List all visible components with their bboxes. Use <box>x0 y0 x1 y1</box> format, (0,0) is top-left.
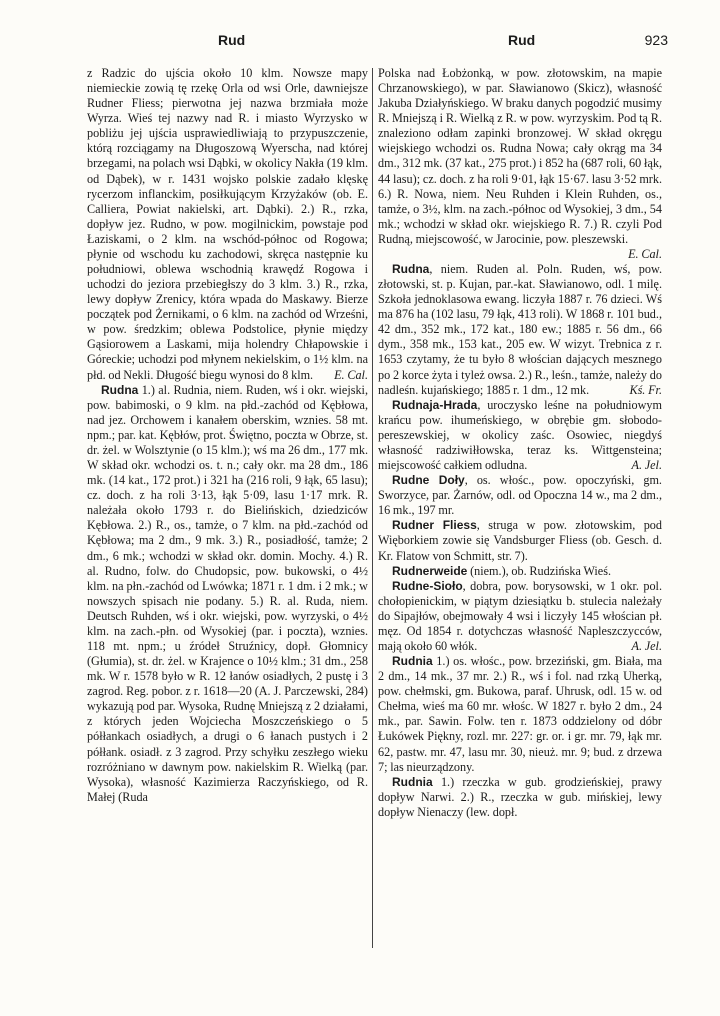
entry-text: Polska nad Łobżonką, w pow. złotowskim, na mapie Chrzanowskiego), w par. Sławianowo (Skicz), własność Jakuba Działyńskiego. W braku danych pogodzić musimy R. Mniejszą i R. Wielką z R. w pow. wyrzyskim. Pod tą R. znaleziono odłam zapinki bronzowej. W skład okręgu wiejskiego wchodzi os. Rudna Nowa; cały okrąg ma 34 dm., 312 mk. (37 kat., 275 prot.) i 852 ha (687 roli, 60 łąk, 44 lasu); cz. doch. z ha roli 9·01, łąk 15·67. lasu 3·52 mrk. 6.) R. Nowa, niem. Neu Ruhden i Klein Ruhden, os., tamże, o 3½, klm. na zach.-północ od Wysokiej, 3 dm., 54 mk.; wchodzi w skład okr. wiejskiego R. 7.) R. czyli Pod Rudną, miejscowość, w Jarocinie, pow. pleszewski. <box>378 66 662 246</box>
entry-paragraph <box>378 398 662 473</box>
entry-headword: Rudner Fliess <box>392 518 477 533</box>
entry-headword: Rudnerweide <box>392 563 468 578</box>
entry-paragraph <box>378 579 662 654</box>
entry-paragraph <box>378 654 662 775</box>
author-signature: A. Jel. <box>631 638 662 653</box>
entry-text: , dobra, pow. borysowski, w 1 okr. pol. chołopienickim, w piątym dziesiątku b. stulecia należały do Sipajłów, obejmowały 4 wsi i liczyły 145 włościan pł. męz. Od 1854 r. dotychczas własność Napleszczycców, mają około 60 włók. <box>378 578 662 653</box>
entry-paragraph <box>87 383 368 805</box>
column-divider <box>372 68 373 948</box>
author-signature: Kś. Fr. <box>629 382 662 397</box>
author-signature: E. Cal. <box>628 246 662 261</box>
entry-headword: Rudna <box>392 262 430 277</box>
header-right-word: Rud <box>508 32 536 48</box>
entry-text: 1.) al. Rudnia, niem. Ruden, wś i okr. wiejski, pow. babimoski, o 9 klm. na płd.-zachód od Kębłowa, nad jez. Orchowem i kanałem oberskim, wznies. 58 mt. npm.; par. kat. Kębłów, prot. Świętno, poczta w Obrze, st. dr. żel. w Wolsztynie (o 15 klm.); wś ma 26 dm., 177 mk. W skład okr. wchodzi os. t. n.; cały okr. ma 28 dm., 186 mk. (14 kat., 172 prot.) i 321 ha (216 roli, 9 łąk, 65 lasu); cz. doch. z ha roli 3·13, łąk 5·09, lasu 1·17 mrk. R. należała około 1793 r. do Bielińskich, dziedziców Kębłowa. 2.) R., os., tamże, o 7 klm. na płd.-zachód od Kębłowa; ma 2 dm., 9 mk. 3.) R., posiadłość, tamże; 2 dm., 6 mk.; wchodzi w skład okr. domin. Mochy. 4.) R. al. Rudno, folw. do Chudopsic, pow. bukowski, o 4½ klm. na płn.-zachód od Lwówka; 1871 r. 1 dm. i 2 mk.; w nowszych spisach nie podany. 5.) R. al. Ruda, niem. Deutsch Ruhden, wś i okr. wiejski, pow. wyrzyski, o 4½ klm. na zach.-płn. od Wysokiej (par. i poczta), wznies. 118 mt. npm.; u źródeł Struźnicy, dopł. Głomnicy (Głumia), st. dr. żel. w Krajence o 10½ klm.; 31 dm., 258 mk. W r. 1578 było w R. 12 łanów osiadłych, 2 pustę i 3 zagrod. Reg. pobor. z r. 1618—20 (A. J. Parczewski, 284) wykazują pod par. Wysoka, Rudnę Mniejszą z 2 działami, z których jeden Wojciecha Moszczeńskiego o 5 półłankach osiadłych, a drugi o 6 łanach pustych i 2 półłank. osiadł. z 3 zagrod. Przy schyłku zeszłego wieku rozróżniano w dawnym pow. nakielskim R. Wielką (par. Wysoka), własność Kazimierza Raczyńskiego, od R. Małej (Ruda <box>87 382 368 804</box>
entry-paragraph <box>378 66 662 262</box>
entry-headword: Rudne Doły <box>392 473 465 488</box>
entry-headword: Rudna <box>101 382 139 397</box>
left-column <box>87 66 368 805</box>
entry-text: 1.) os. włośc., pow. brzeziński, gm. Biała, ma 2 dm., 14 mk., 37 mr. 2.) R., wś i fol. nad rzką Uherką, pow. chełmski, gm. Bukowa, paraf. Uhrusk, odl. 15 w. od Chełma, wieś ma 60 mr. włośc. W 1827 r. było 2 dm., 24 mk., par. Sawin. Folw. ten r. 1873 oddzielony od dóbr Łukówek Piękny, rozl. mr. 227: gr. or. i gr. mr. 79, łąk mr. 62, pastw. mr. 47, lasu mr. 30, nieuż. mr. 9; bud. z drzewa 7; las nieurządzony. <box>378 654 662 774</box>
header-left-word: Rud <box>218 32 246 48</box>
entry-text: (niem.), ob. Rudzińska Wieś. <box>467 563 611 578</box>
entry-paragraph <box>378 518 662 563</box>
author-signature: E. Cal. <box>334 367 368 382</box>
entry-text: , struga w pow. złotowskim, pod Więborkiem zowie się Vandsburger Fliess (ob. Gesch. d. Kr. Flatow von Schmitt, str. 7). <box>378 518 662 563</box>
entry-text: 1.) rzeczka w gub. grodzieńskiej, prawy dopływ Narwi. 2.) R., rzeczka w gub. mińskiej, lewy dopływ Nienaczy (lew. dopł. <box>378 774 662 819</box>
entry-headword: Rudnia <box>392 774 433 789</box>
page-number: 923 <box>644 32 668 48</box>
entry-headword: Rudnaja-Hrada <box>392 397 478 412</box>
right-column <box>378 66 662 820</box>
entry-text: , uroczysko leśne na południowym krańcu pow. ihumeńskiego, w obrębie gm. słobodo-pereszewskiej, w okolicy zaśc. Osowiec, niegdyś własność radziwiłłowska, teraz ks. Wittgensteina; miejscowość całkiem odludna. <box>378 397 662 473</box>
entry-paragraph <box>378 775 662 820</box>
entry-headword: Rudne-Sioło <box>392 578 463 593</box>
entry-paragraph <box>378 564 662 579</box>
entry-text: , niem. Ruden al. Poln. Ruden, wś, pow. złotowski, st. p. Kujan, par.-kat. Sławianowo, odl. 1 milę. Szkoła jednoklasowa ewang. liczyła 1887 r. 76 dzieci. Wś ma 876 ha (102 lasu, 79 łąk, 413 roli). W 1868 r. 101 bud., 42 dm., 352 mk., 172 kat., 180 ew.; 1885 r. 56 dm., 66 dym., 358 mk., 153 kat., 205 ew. W wizyt. Trebnica z r. 1653 czytamy, że tu było 8 włościan dających mesznego po 2 korce żyta i tyleż owsa. 2.) R., leśn., tamże, należy do nadleśn. kujańskiego; 1885 r. 1 dm., 12 mk. <box>378 262 662 397</box>
entry-text: z Radzic do ujścia około 10 klm. Nowsze mapy niemieckie zowią tę rzekę Orla od wsi Orle, dawniejsze Rudner Fliess; pierwotna jej nazwa brzmiała może Wyrza. Wieś tej nazwy nad R. i miasto Wyrzysko w pobliżu jej ujścia usprawiedliwiają to przypuszczenie, którą rozciągamy na Długoszową Wyerscha, nad której brzegami, na polach wsi Dąbki, w okolicy Nakła (19 klm. od Dąbek), w r. 1431 wojsko polskie zadało klęskę rycerzom inflanckim, posiłkującym Krzyżaków (ob. E. Calliera, Powiat nakielski, art. Dąbki). 2.) R., rzka, dopływ jez. Rudno, w pow. mogilnickim, powstaje pod Łaziskami, o 2 klm. na wschód-północ od Rogowa; płynie od wschodu ku zachodowi, skręca następnie ku południowi, oblewa wschodnią krawędź Rogowa i uchodzi do jeziora przebiegłszy do 3 klm. 3.) R., rzka, lewy dopływ Zrenicy, która wpada do Maskawy. Bierze początek pod Żernikami, o 6 klm. na zachód od Wrześni, w pow. średzkim; oblewa Podstolice, płynie między Gąsiorowem a Laskami, mija holendry Chłapowskie i Góreckie; uchodzi pod młynem nekielskim, o 1½ klm. na płd. od Nekli. Długość biegu wynosi do 8 klm. <box>87 66 368 382</box>
entry-paragraph <box>378 262 662 398</box>
entry-headword: Rudnia <box>392 654 433 669</box>
entry-paragraph <box>378 473 662 518</box>
entry-text: , os. włośc., pow. opoczyński, gm. Sworzyce, par. Żarnów, odl. od Opoczna 14 w., ma 2 dm., 16 mk., 197 mr. <box>378 473 662 518</box>
author-signature: A. Jel. <box>631 458 662 473</box>
running-header <box>88 32 668 54</box>
entry-paragraph <box>87 66 368 383</box>
